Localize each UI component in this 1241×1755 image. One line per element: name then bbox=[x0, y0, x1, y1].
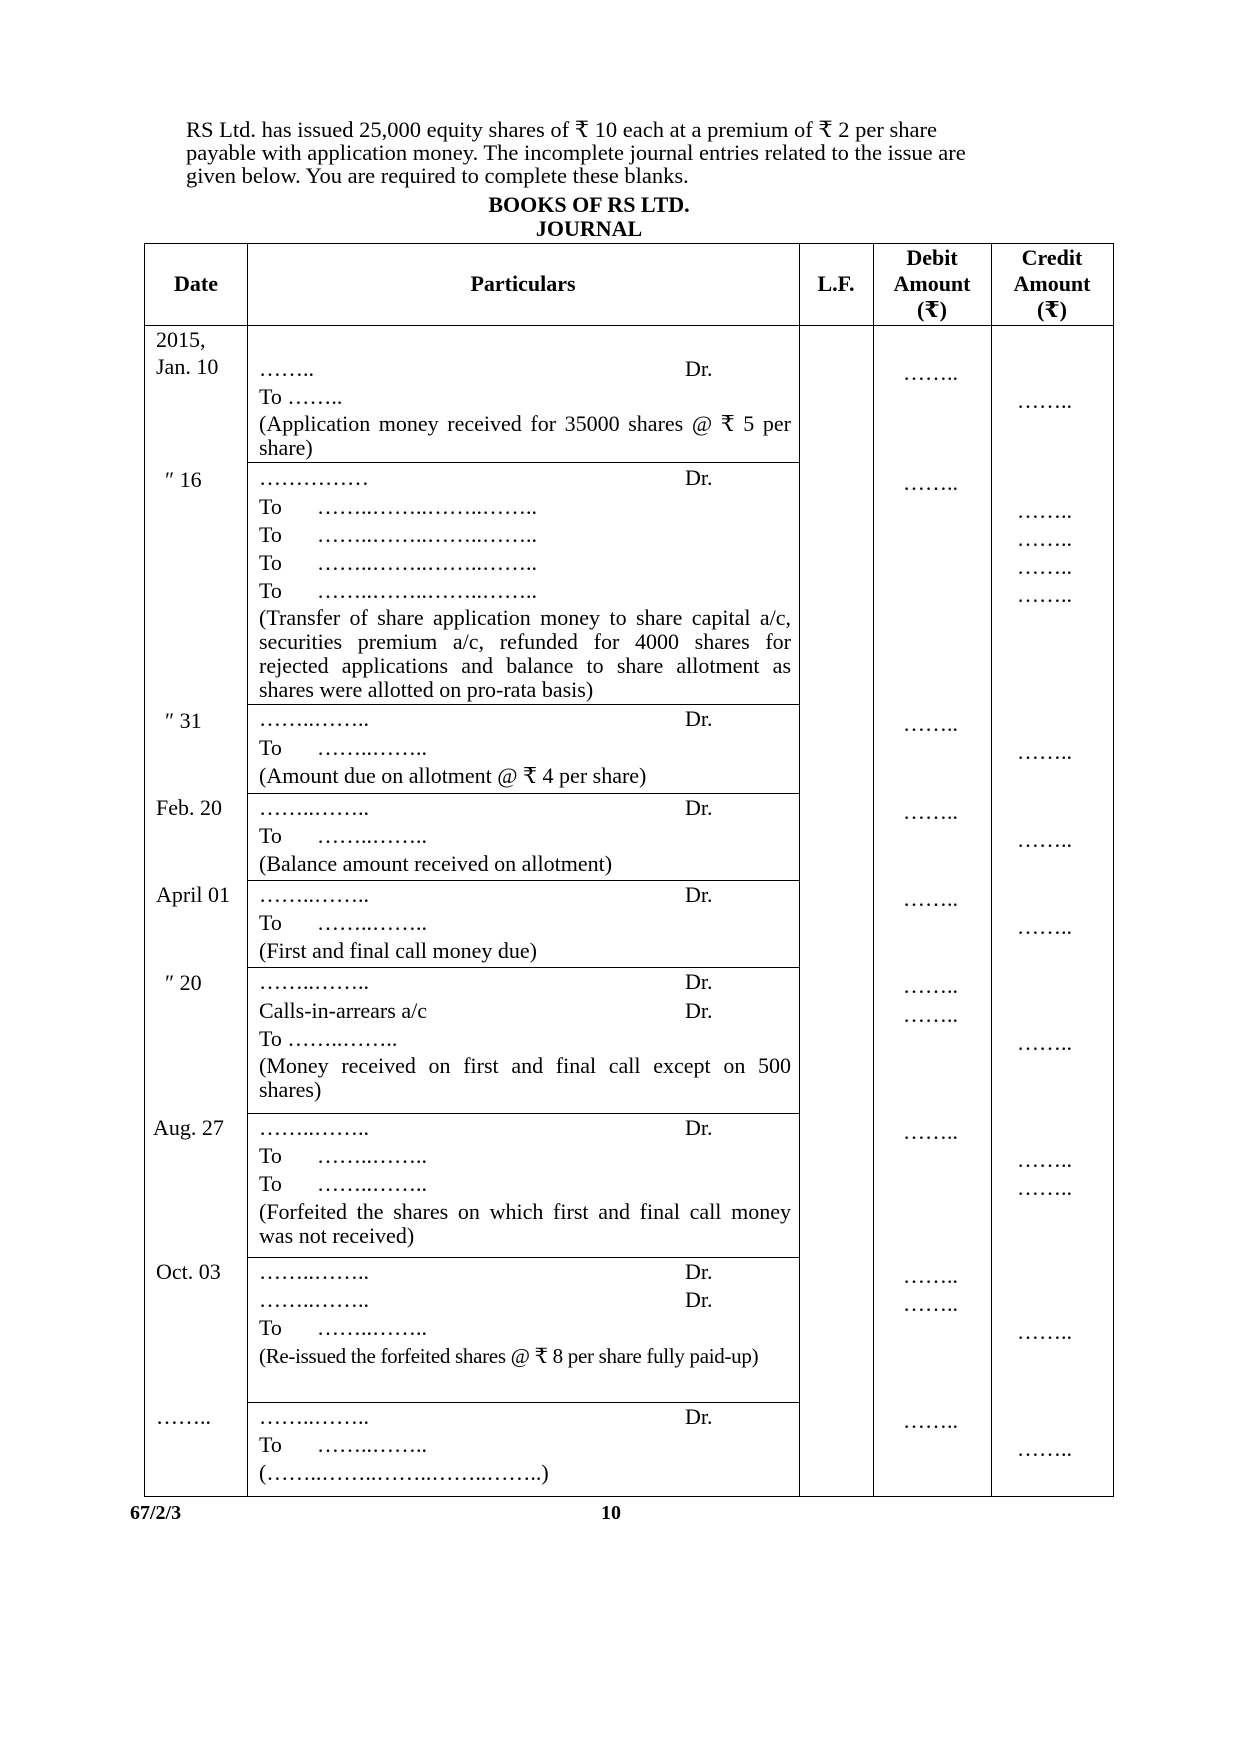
debit-amount: …….. bbox=[903, 1408, 958, 1433]
debit-amount: …….. bbox=[903, 1002, 958, 1027]
narration: (Application money received for 35000 shares @ ₹ 5 per share) bbox=[259, 411, 791, 460]
credit-header-line: Credit bbox=[1021, 245, 1083, 270]
to-label: To bbox=[259, 735, 282, 760]
entry-date: Feb. 20 bbox=[156, 795, 222, 820]
narration: (Re-issued the forfeited shares @ ₹ 8 per share fully paid-up) bbox=[259, 1344, 759, 1368]
dr-label: Dr. bbox=[685, 969, 713, 994]
debit-header-line: Amount bbox=[893, 271, 971, 296]
debit-header-line: Debit bbox=[906, 245, 958, 270]
account-blank: ……..……..……..…….. bbox=[317, 550, 537, 575]
debit-header-line: (₹) bbox=[917, 297, 947, 322]
account-blank: ……..……..……..…….. bbox=[317, 522, 537, 547]
credit-account bbox=[259, 822, 427, 849]
to-label: To bbox=[259, 1143, 282, 1168]
header-divider bbox=[145, 325, 1113, 326]
credit-header-line: (₹) bbox=[1037, 297, 1067, 322]
journal-table bbox=[144, 243, 1114, 1497]
credit-amount: …….. bbox=[1017, 1030, 1072, 1055]
entry-date: Oct. 03 bbox=[156, 1259, 221, 1284]
account-blank: ……..…….. bbox=[317, 823, 427, 848]
credit-account bbox=[259, 734, 427, 761]
account-blank: ……..…….. bbox=[317, 910, 427, 935]
debit-amount: …….. bbox=[903, 799, 958, 824]
account-blank: ……..…….. bbox=[317, 1143, 427, 1168]
debit-amount: …….. bbox=[903, 973, 958, 998]
narration: (Amount due on allotment @ ₹ 4 per share) bbox=[259, 763, 647, 788]
credit-account bbox=[259, 1170, 427, 1197]
column-divider bbox=[247, 244, 248, 1496]
narration: (Transfer of share application money to share capital a/c, securities premium a/c, refunded for 4000 shares for rejected applications and balance to share allotment as shares were allotted on pro-rata basis) bbox=[259, 605, 791, 702]
entry-date: ″ 31 bbox=[165, 708, 202, 733]
narration: (First and final call money due) bbox=[259, 938, 537, 963]
credit-account bbox=[259, 493, 537, 520]
dr-label: Dr. bbox=[685, 706, 713, 731]
credit-account: To ……..…….. bbox=[259, 1026, 398, 1051]
debit-account: ……..…….. bbox=[259, 1259, 369, 1284]
dr-label: Dr. bbox=[685, 1115, 713, 1140]
entry-date: April 01 bbox=[156, 882, 230, 907]
debit-account: ……..…….. bbox=[259, 1287, 369, 1312]
dr-label: Dr. bbox=[685, 998, 713, 1023]
credit-account bbox=[259, 577, 537, 604]
credit-amount: …….. bbox=[1017, 1319, 1072, 1344]
credit-amount: …….. bbox=[1017, 1175, 1072, 1200]
debit-amount: …….. bbox=[903, 1263, 958, 1288]
credit-amount: …….. bbox=[1017, 554, 1072, 579]
debit-amount: …….. bbox=[903, 1119, 958, 1144]
intro-line: given below. You are required to complete these blanks. bbox=[186, 163, 689, 188]
debit-account: ……..…….. bbox=[259, 795, 369, 820]
dr-label: Dr. bbox=[685, 465, 713, 490]
account-blank: ……..…….. bbox=[317, 1432, 427, 1457]
credit-header-line: Amount bbox=[1013, 271, 1091, 296]
column-divider bbox=[799, 244, 800, 1496]
entry-day: Jan. 10 bbox=[156, 354, 219, 379]
entry-year: 2015, bbox=[156, 327, 206, 352]
page-number: 10 bbox=[601, 1502, 621, 1524]
credit-amount: …….. bbox=[1017, 582, 1072, 607]
intro-paragraph bbox=[186, 118, 1062, 187]
credit-account bbox=[259, 1314, 427, 1341]
to-label: To bbox=[259, 1315, 282, 1340]
narration: (……..……..……..……..……..) bbox=[259, 1460, 549, 1485]
dr-label: Dr. bbox=[685, 882, 713, 907]
intro-line: payable with application money. The incomplete journal entries related to the issue are bbox=[186, 140, 966, 165]
to-label: To bbox=[259, 910, 282, 935]
to-label: To bbox=[259, 823, 282, 848]
debit-amount: …….. bbox=[903, 711, 958, 736]
paper-code: 67/2/3 bbox=[130, 1502, 182, 1524]
debit-amount: …….. bbox=[903, 360, 958, 385]
to-label: To bbox=[259, 522, 282, 547]
account-blank: ……..…….. bbox=[317, 1315, 427, 1340]
entry-date: ″ 20 bbox=[165, 970, 202, 995]
credit-amount: …….. bbox=[1017, 914, 1072, 939]
company-heading: BOOKS OF RS LTD. bbox=[488, 192, 690, 217]
entry-date: ″ 16 bbox=[165, 467, 202, 492]
credit-account bbox=[259, 909, 427, 936]
credit-header bbox=[991, 245, 1113, 323]
to-label: To bbox=[259, 1171, 282, 1196]
debit-account: Calls-in-arrears a/c bbox=[259, 998, 427, 1023]
entry-date: Aug. 27 bbox=[153, 1115, 224, 1140]
dr-label: Dr. bbox=[685, 1404, 713, 1429]
debit-account: ……..…….. bbox=[259, 969, 369, 994]
narration: (Forfeited the shares on which first and final call money was not received) bbox=[259, 1199, 791, 1248]
credit-amount: …….. bbox=[1017, 1436, 1072, 1461]
debit-account: ……..…….. bbox=[259, 882, 369, 907]
dr-label: Dr. bbox=[685, 795, 713, 820]
credit-amount: …….. bbox=[1017, 526, 1072, 551]
to-label: To bbox=[259, 1432, 282, 1457]
narration: (Money received on first and final call except on 500 shares) bbox=[259, 1053, 791, 1102]
account-blank: ……..…….. bbox=[317, 1171, 427, 1196]
debit-account: …….. bbox=[259, 356, 314, 381]
credit-account bbox=[259, 1142, 427, 1169]
debit-account: ……..…….. bbox=[259, 1404, 369, 1429]
credit-account bbox=[259, 521, 537, 548]
to-label: To bbox=[259, 494, 282, 519]
debit-header bbox=[873, 245, 991, 323]
date-header: Date bbox=[174, 271, 218, 296]
debit-account: ……..…….. bbox=[259, 1115, 369, 1140]
credit-amount: …….. bbox=[1017, 498, 1072, 523]
credit-amount: …….. bbox=[1017, 1147, 1072, 1172]
debit-account: ……..…….. bbox=[259, 706, 369, 731]
column-divider bbox=[991, 244, 992, 1496]
column-divider bbox=[873, 244, 874, 1496]
entry-divider bbox=[247, 462, 799, 463]
narration: (Balance amount received on allotment) bbox=[259, 851, 613, 876]
credit-account bbox=[259, 1431, 427, 1458]
debit-account: …………… bbox=[259, 465, 369, 490]
particulars-header: Particulars bbox=[470, 271, 576, 296]
debit-amount: …….. bbox=[903, 886, 958, 911]
entry-date bbox=[156, 326, 218, 380]
lf-header: L.F. bbox=[817, 271, 855, 296]
credit-amount: …….. bbox=[1017, 739, 1072, 764]
debit-amount: …….. bbox=[903, 470, 958, 495]
account-blank: ……..……..……..…….. bbox=[317, 494, 537, 519]
to-label: To bbox=[259, 550, 282, 575]
dr-label: Dr. bbox=[685, 356, 713, 381]
debit-amount: …….. bbox=[903, 1291, 958, 1316]
dr-label: Dr. bbox=[685, 1259, 713, 1284]
entry-date: …….. bbox=[156, 1404, 211, 1429]
credit-account: To …….. bbox=[259, 384, 343, 409]
credit-amount: …….. bbox=[1017, 388, 1072, 413]
dr-label: Dr. bbox=[685, 1287, 713, 1312]
credit-account bbox=[259, 549, 537, 576]
to-label: To bbox=[259, 578, 282, 603]
journal-heading: JOURNAL bbox=[535, 216, 643, 241]
account-blank: ……..…….. bbox=[317, 735, 427, 760]
account-blank: ……..……..……..…….. bbox=[317, 578, 537, 603]
credit-amount: …….. bbox=[1017, 827, 1072, 852]
intro-line: RS Ltd. has issued 25,000 equity shares of ₹ 10 each at a premium of ₹ 2 per share bbox=[186, 117, 937, 142]
